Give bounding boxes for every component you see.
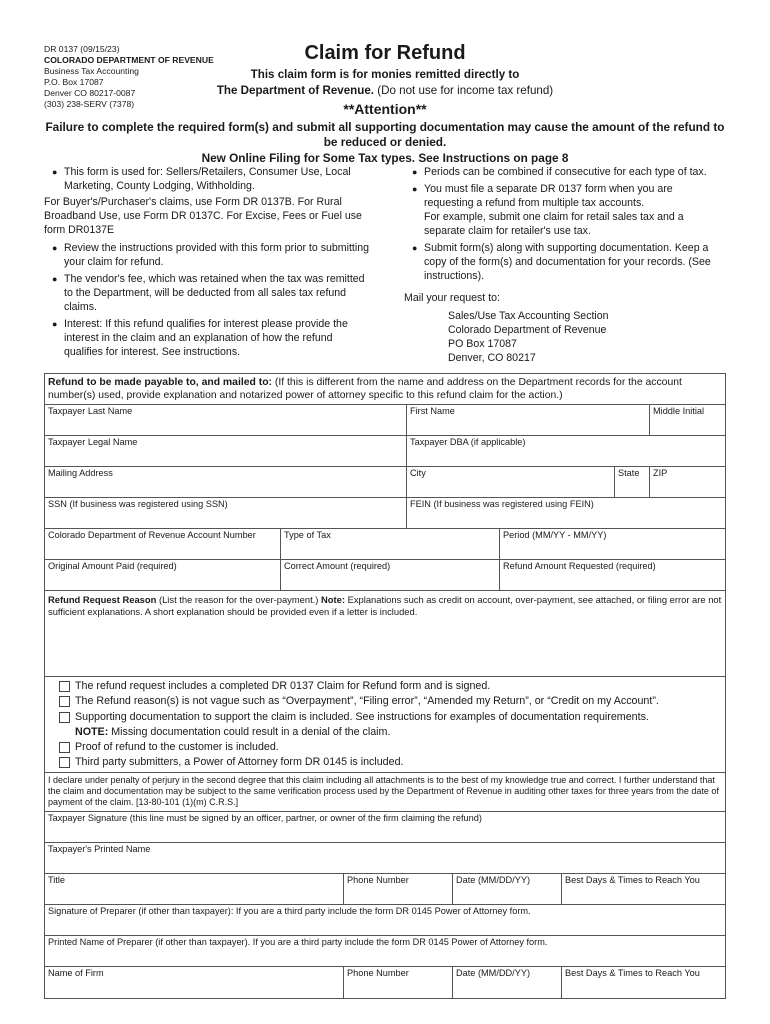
documentation-note: NOTE: Missing documentation could result in a denial of the claim. (75, 725, 391, 738)
instruction-bullet: ● Interest: If this refund qualifies for interest please provide the interest in the claim and an explanation of how the refund qualifies for interest. See instructions. (52, 318, 348, 358)
bullet-icon: ● (412, 184, 418, 194)
bullet-icon: ● (52, 243, 58, 253)
subtitle-1: This claim form is for monies remitted directly to (250, 68, 520, 81)
instructions-left (44, 165, 374, 359)
address-line: Colorado Department of Revenue (448, 324, 607, 336)
division: Business Tax Accounting (44, 66, 139, 76)
bullet-icon: ● (412, 167, 418, 177)
form-intro-row (45, 374, 725, 405)
checklist-item: Proof of refund to the customer is included. (59, 740, 659, 755)
state-field[interactable]: State (615, 467, 650, 497)
checkbox-reason-not-vague[interactable] (59, 696, 70, 707)
taxpayer-dba-field[interactable]: Taxpayer DBA (if applicable) (410, 437, 526, 447)
preparer-phone-field[interactable]: Phone Number (344, 967, 453, 998)
instruction-paragraph: For Buyer's/Purchaser's claims, use Form DR 0137B. For Rural Broadband Use, use Form DR 0137C. For Excise, Fees or Fuel use form DR0137E (44, 196, 362, 236)
checkbox-proof-of-refund[interactable] (59, 742, 70, 753)
bullet-icon: ● (52, 274, 58, 284)
checklist (45, 677, 671, 772)
phone-number-field[interactable]: Phone Number (344, 874, 453, 904)
checkbox-power-of-attorney[interactable] (59, 757, 70, 768)
instruction-bullet: ● This form is used for: Sellers/Retailers, Consumer Use, Local Marketing, County Lodging, Withholding. (52, 166, 351, 192)
checkbox-completed-form[interactable] (59, 681, 70, 692)
firm-name-field[interactable]: Name of Firm (45, 967, 344, 998)
warning-text: Failure to complete the required form(s) and submit all supporting documentation may cause the amount of the refund to be reduced or denied. (45, 120, 725, 149)
department-name: COLORADO DEPARTMENT OF REVENUE (44, 55, 214, 65)
checklist-item: The Refund reason(s) is not vague such as “Overpayment”, “Filing error”, “Amended my Return”, or “Credit on my Account”. (59, 694, 659, 709)
attention-heading: **Attention** (343, 101, 427, 117)
refund-amount-field[interactable]: Refund Amount Requested (required) (503, 561, 656, 571)
instruction-bullet: ● Review the instructions provided with this form prior to submitting your claim for refund. (52, 242, 369, 268)
instruction-bullet: ● Periods can be combined if consecutive for each type of tax. (412, 166, 707, 178)
online-filing-note: New Online Filing for Some Tax types. See Instructions on page 8 (201, 151, 569, 165)
correct-amount-field[interactable]: Correct Amount (required) (281, 560, 500, 590)
checklist-item: The refund request includes a completed DR 0137 Claim for Refund form and is signed. (59, 679, 659, 694)
type-of-tax-field[interactable]: Type of Tax (281, 529, 500, 559)
bullet-icon: ● (52, 319, 58, 329)
period-field[interactable]: Period (MM/YY - MM/YY) (503, 530, 607, 540)
form-id: DR 0137 (09/15/23) (44, 44, 120, 54)
taxpayer-signature-field[interactable]: Taxpayer Signature (this line must be signed by an officer, partner, or owner of the firm claiming the refund) (48, 812, 482, 823)
form-title: Claim for Refund (304, 42, 466, 64)
mailing-address (404, 309, 724, 365)
perjury-declaration: I declare under penalty of perjury in the second degree that this claim including all attachments is to the best of my knowledge true and correct. I further understand that the claim and documentation may be subject to the same verification process used by the Department of Revenue in auditing other taxes for three years from the date of payment of the claim. [13-80-101 (1)(m) C.R.S.] (48, 774, 719, 808)
taxpayer-legal-name-field[interactable]: Taxpayer Legal Name (45, 436, 407, 466)
city-zip: Denver CO 80217-0087 (44, 88, 136, 98)
mailing-address-field[interactable]: Mailing Address (45, 467, 407, 497)
refund-form (44, 373, 726, 999)
title-field[interactable]: Title (45, 874, 344, 904)
middle-initial-field[interactable]: Middle Initial (653, 406, 705, 416)
account-number-field[interactable]: Colorado Department of Revenue Account Number (45, 529, 281, 559)
po-box: P.O. Box 17087 (44, 77, 104, 87)
bullet-icon: ● (52, 167, 58, 177)
preparer-printed-name-field[interactable]: Printed Name of Preparer (if other than taxpayer). If you are a third party include the form DR 0145 Power of Attorney form. (48, 936, 548, 947)
address-line: Denver, CO 80217 (448, 352, 536, 364)
checklist-item: Supporting documentation to support the claim is included. See instructions for examples of documentation requirements. (59, 710, 659, 725)
preparer-date-field[interactable]: Date (MM/DD/YY) (453, 967, 562, 998)
first-name-field[interactable]: First Name (407, 405, 650, 435)
city-field[interactable]: City (407, 467, 615, 497)
mail-heading: Mail your request to: (404, 292, 500, 304)
zip-field[interactable]: ZIP (653, 468, 668, 478)
best-days-field[interactable]: Best Days & Times to Reach You (565, 874, 700, 885)
taxpayer-last-name-field[interactable]: Taxpayer Last Name (45, 405, 407, 435)
refund-reason-field[interactable]: Refund Request Reason (List the reason for the over-payment.) Note: Explanations such as credit on account, over-payment, see attached, or filing error are not sufficient explanations. A short explanation should be provided even if a letter is included. (48, 594, 722, 617)
original-amount-field[interactable]: Original Amount Paid (required) (45, 560, 281, 590)
preparer-signature-field[interactable]: Signature of Preparer (if other than taxpayer): If you are a third party include the form DR 0145 Power of Attorney form. (48, 905, 531, 916)
taxpayer-printed-name-field[interactable]: Taxpayer's Printed Name (48, 843, 151, 854)
address-line: PO Box 17087 (448, 338, 517, 350)
address-line: Sales/Use Tax Accounting Section (448, 310, 609, 322)
ssn-field[interactable]: SSN (If business was registered using SSN) (45, 498, 407, 528)
phone: (303) 238-SERV (7378) (44, 99, 135, 109)
checklist-item: Third party submitters, a Power of Attorney form DR 0145 is included. (59, 755, 659, 770)
instruction-bullet: ● You must file a separate DR 0137 form when you are requesting a refund from multiple tax accounts. For example, submit one claim for retail sales tax and a separate claim for retailer's use tax. (412, 183, 684, 237)
fein-field[interactable]: FEIN (If business was registered using FEIN) (410, 499, 594, 509)
payable-to-instructions: Refund to be made payable to, and mailed to: (If this is different from the name and address on the Department records for the account number(s) used, provide explanation and notarized power of attorney specific to this refund claim for the action.) (48, 377, 682, 401)
preparer-best-days-field[interactable]: Best Days & Times to Reach You (565, 967, 700, 978)
instruction-bullet: ● Submit form(s) along with supporting documentation. Keep a copy of the form(s) and documentation for your records. (See instructions). (412, 242, 711, 282)
subtitle-2: The Department of Revenue. (Do not use for income tax refund) (216, 84, 554, 97)
instructions-right (404, 165, 724, 365)
date-field[interactable]: Date (MM/DD/YY) (453, 874, 562, 904)
instruction-bullet: ● The vendor's fee, which was retained when the tax was remitted to the Department, will be deducted from all sales tax refund claims. (52, 273, 365, 313)
bullet-icon: ● (412, 243, 418, 253)
checkbox-supporting-docs[interactable] (59, 712, 70, 723)
